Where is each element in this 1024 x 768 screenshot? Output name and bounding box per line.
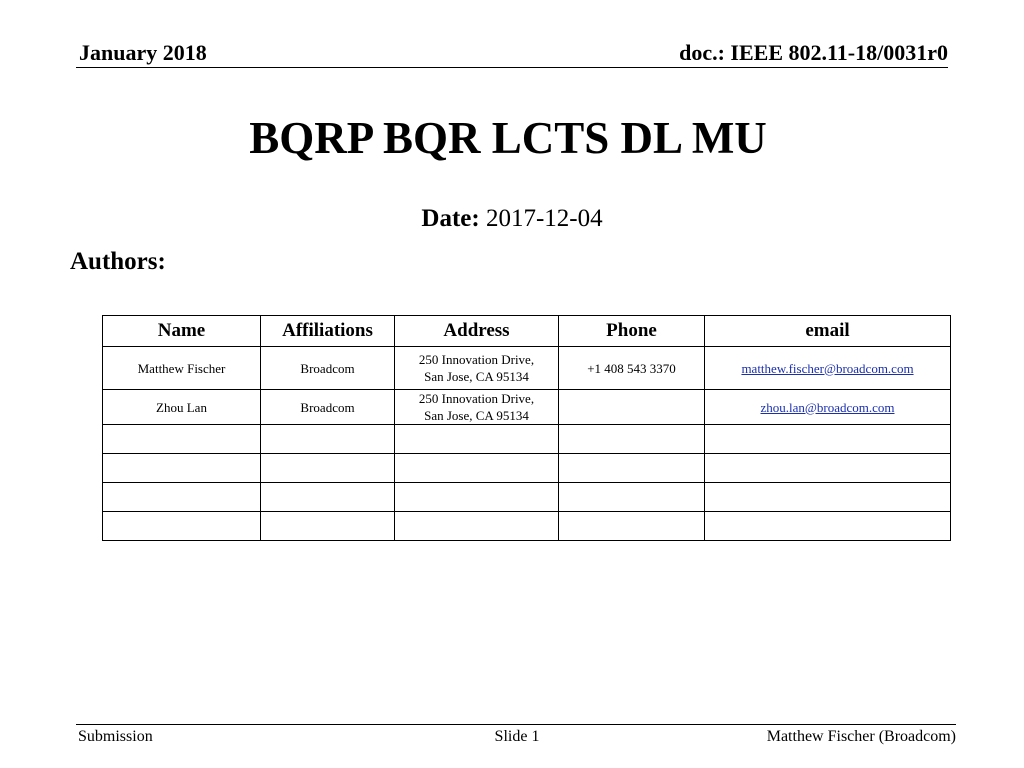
author-affiliation: Broadcom [261,347,395,390]
authors-table [102,315,951,541]
author-address [395,390,559,425]
empty-cell [103,512,261,541]
footer-author: Matthew Fischer (Broadcom) [766,728,956,745]
author-email-link[interactable]: zhou.lan@broadcom.com [760,399,895,415]
authors-heading: Authors: [70,248,166,275]
table-row-empty [103,425,951,454]
empty-cell [261,425,395,454]
author-email-cell [705,390,951,425]
empty-cell [559,512,705,541]
empty-cell [103,454,261,483]
empty-cell [705,483,951,512]
col-header-email: email [705,316,951,347]
empty-cell [103,483,261,512]
col-header-address: Address [395,316,559,347]
address-line1: 250 Innovation Drive, [418,352,535,367]
footer-divider [76,724,956,725]
author-address [395,347,559,390]
empty-cell [261,483,395,512]
empty-cell [705,425,951,454]
empty-cell [705,454,951,483]
author-name: Zhou Lan [103,390,261,425]
col-header-phone: Phone [559,316,705,347]
author-name: Matthew Fischer [103,347,261,390]
empty-cell [261,512,395,541]
slide-title: BQRP BQR LCTS DL MU [249,113,767,163]
date-line [0,205,1024,233]
address-line2: San Jose, CA 95134 [424,369,529,384]
footer-submission: Submission [78,728,153,745]
col-header-affiliations: Affiliations [261,316,395,347]
empty-cell [705,512,951,541]
address-line2: San Jose, CA 95134 [424,408,529,423]
empty-cell [261,454,395,483]
col-header-name: Name [103,316,261,347]
date-value: 2017-12-04 [479,205,603,232]
table-header-row [103,316,951,347]
table-row-empty [103,454,951,483]
author-email-cell [705,347,951,390]
header-divider [76,67,948,68]
date-label: Date: [421,205,480,232]
empty-cell [395,425,559,454]
table-row [103,390,951,425]
author-phone [559,390,705,425]
address-line1: 250 Innovation Drive, [418,391,535,406]
table-row-empty [103,512,951,541]
table-row-empty [103,483,951,512]
empty-cell [395,454,559,483]
empty-cell [395,483,559,512]
empty-cell [103,425,261,454]
empty-cell [559,454,705,483]
empty-cell [559,425,705,454]
footer-slide-number: Slide 1 [494,728,540,745]
header-doc-id: doc.: IEEE 802.11-18/0031r0 [679,40,948,65]
author-affiliation: Broadcom [261,390,395,425]
author-email-link[interactable]: matthew.fischer@broadcom.com [741,360,914,376]
table-row [103,347,951,390]
empty-cell [559,483,705,512]
header-date: January 2018 [79,40,207,65]
empty-cell [395,512,559,541]
author-phone: +1 408 543 3370 [559,347,705,390]
